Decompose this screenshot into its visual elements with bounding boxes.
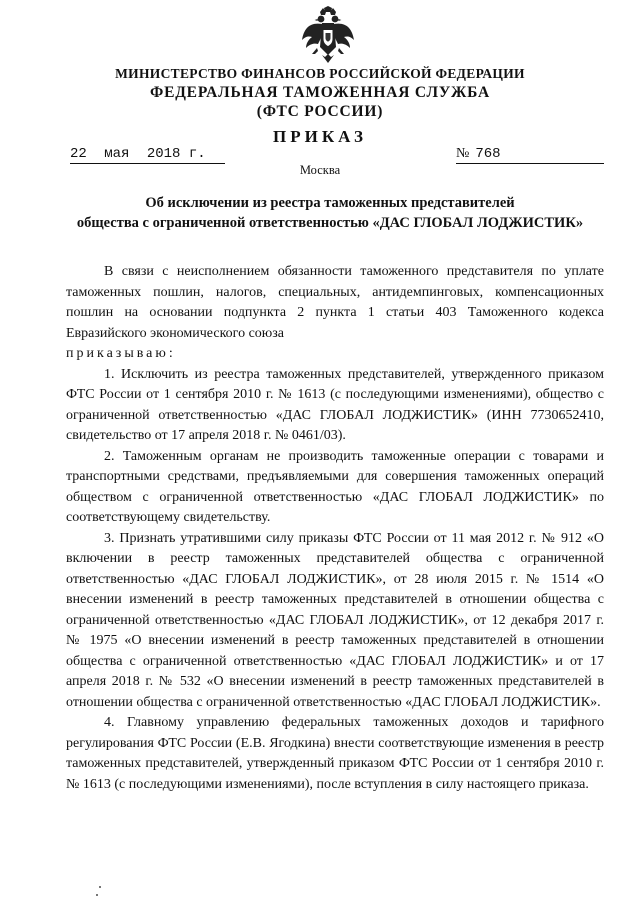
order-body xyxy=(66,262,604,795)
service-short-heading: (ФТС РОССИИ) xyxy=(256,103,384,120)
order-date xyxy=(70,146,225,164)
coat-of-arms-emblem xyxy=(300,6,356,66)
clause-3: 3. Признать утратившими силу приказы ФТС России от 11 мая 2012 г. № 912 «О включении в реестр таможенных представителей общества с ограниченной ответственностью «ДАС ГЛОБАЛ ЛОДЖИСТИК», от 28 июля 2015 г. № 1514 «О внесении изменений в реестр таможенных представителей в отношении общества с ограниченной ответственностью «ДАС ГЛОБАЛ ЛОДЖИСТИК», от 12 декабря 2017 г. № 1975 «О внесении изменений в реестр таможенных представителей в отношении общества с ограниченной ответственностью «ДАС ГЛОБАЛ ЛОДЖИСТИК» и от 17 апреля 2018 г. № 532 «О внесении изменений в реестр таможенных представителей в отношении общества с ограниченной ответственностью «ДАС ГЛОБАЛ ЛОДЖИСТИК». xyxy=(66,530,604,710)
order-day: 22 xyxy=(70,146,87,162)
order-year: 2018 г. xyxy=(146,146,206,162)
order-city: Москва xyxy=(299,163,341,177)
order-number-label: № xyxy=(456,146,470,161)
ministry-heading: МИНИСТЕРСТВО ФИНАНСОВ РОССИЙСКОЙ ФЕДЕРАЦИИ xyxy=(115,66,525,81)
scan-mark xyxy=(99,886,101,888)
order-word: приказываю: xyxy=(66,346,176,361)
order-title-line-1: Об исключении из реестра таможенных представителей xyxy=(145,195,515,211)
clause-1: 1. Исключить из реестра таможенных представителей, утвержденного приказом ФТС России от 1 сентября 2010 г. № 1613 (с последующими изменениями), общество с ограниченной ответственностью «ДАС ГЛОБАЛ ЛОДЖИСТИК» (ИНН 7730652410, свидетельство от 17 апреля 2018 г. № 0461/03). xyxy=(66,366,604,443)
intro-paragraph xyxy=(66,262,604,344)
order-number-value: 768 xyxy=(475,146,501,162)
service-heading: ФЕДЕРАЛЬНАЯ ТАМОЖЕННАЯ СЛУЖБА xyxy=(149,84,491,101)
clause-4: 4. Главному управлению федеральных таможенных доходов и тарифного регулирования ФТС России (Е.В. Ягодкина) внести соответствующие изменения в реестр таможенных представителей, утвержденный приказом ФТС России от 1 сентября 2010 г. № 1613 (с последующими изменениями), после вступления в силу настоящего приказа. xyxy=(66,715,604,792)
intro-text: В связи с неисполнением обязанности таможенного представителя по уплате таможенных пошлин, налогов, специальных, антидемпинговых, компенсационных пошлин на основании подпункта 2 пункта 1 статьи 403 Таможенного кодекса Евразийского экономического союза xyxy=(66,264,604,341)
order-word-paragraph xyxy=(66,344,604,365)
document-type-heading: ПРИКАЗ xyxy=(273,127,367,146)
order-title-line-2: общества с ограниченной ответственностью «ДАС ГЛОБАЛ ЛОДЖИСТИК» xyxy=(76,215,584,231)
clause-2: 2. Таможенным органам не производить таможенные операции с товарами и транспортными средствами, предъявляемыми для совершения таможенных операций обществом с ограниченной ответственностью «ДАС ГЛОБАЛ ЛОДЖИСТИК» по соответствующему свидетельству. xyxy=(66,448,604,525)
order-month: мая xyxy=(104,146,130,162)
order-number xyxy=(456,146,604,164)
scan-mark xyxy=(96,894,98,896)
order-title xyxy=(60,193,600,233)
